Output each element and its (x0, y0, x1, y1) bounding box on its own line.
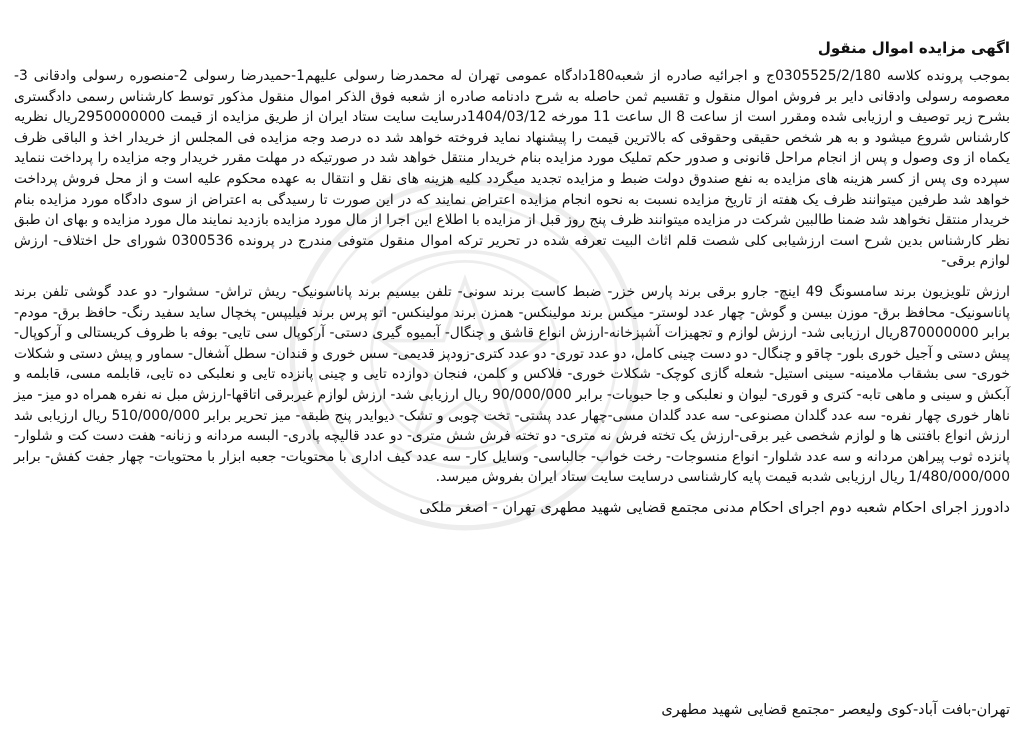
notice-title: اگهی مزایده اموال منقول (817, 39, 1010, 57)
notice-paragraph-terms: بموجب پرونده کلاسه 0305525/2/180ج و اجرائیه صادره از شعبه180دادگاه عمومی تهران له محمدرضا رسولی علیهم1-حمیدرضا رسولی 2-منصوره رسولی وادقانی 3-معصومه رسولی وادقانی دایر بر فروش اموال منقول و تقسیم ثمن حاصله به شرح دادنامه صادره از شعبه فوق الذکر اموال منقول مذکور توسط کارشناس رسمی دادگستری بشرح زیر توصیف و ارزیابی شده ومقرر است از ساعت 8 ال ساعت 11 مورخه 1404/03/12درسایت سایت ستاد ایران از طریق مزایده از قیمت 2950000000ریال نظریه کارشناس شروع میشود و به هر شخص حقیقی وحقوقی که بالاترین قیمت را پیشنهاد نماید فروخته خواهد شد ده درصد وجه مزایده فی المجلس از خریدار اخذ و الباقی ظرف یکماه از وی وصول و پس از انجام مراحل قانونی و صدور حکم تملیک مورد مزایده بنام خریدار منتقل خواهد شد در صورتیکه در مهلت مقرر خریدار وجه مزایده را پرداخت ننماید سپرده وی پس از کسر هزینه های مزایده به نفع صندوق دولت ضبط و مزایده تجدید میگردد کلیه هزینه های نقل و انتقال به عهده محکوم علیه است و از محل فروش پرداخت خواهد شد طرفین میتوانند ظرف یک هفته از تاریخ مزایده نسبت به نحوه انجام مزایده اعتراض نمایند که در این صورت تا رسیدگی به اعتراض از سوی دادگاه مورد مزایده بنام خریدار منتقل نخواهد شد ضمنا طالبین شرکت در مزایده میتوانند ظرف پنج روز قبل از مزایده با اطلاع این اجرا از مال مورد مزایده بازدید نمایند مال مورد مزایده و بهای ان طبق نظر کارشناس بدین شرح است ارزشیابی کلی شصت قلم اثاث البیت تعرفه شده در تحریر ترکه اموال منقول متوفی مندرج در پرونده 0300536 شورای حل اختلاف- ارزش لوازم برقی- (14, 68, 1011, 270)
notice-address: تهران-بافت آباد-کوی ولیعصر -مجتمع قضایی شهید مطهری (661, 702, 1010, 718)
notice-body (14, 38, 1010, 518)
notice-signature: دادورز اجرای احکام شعبه دوم اجرای احکام مدنی مجتمع قضایی شهید مطهری تهران - اصغر ملکی (419, 499, 1010, 516)
notice-paragraph-items: ارزش تلویزیون برند سامسونگ 49 اینچ- جارو برقی برند پارس خزر- ضبط کاست برند سونی- تلفن بیسیم برند پاناسونیک- ریش تراش- سشوار- دو عدد گوشی تلفن برند پاناسونیک- محافظ برق- موزن بیسن و گوش- چهار عدد لوستر- میکس برند مولینکس- همزن برند مولینکس- اتو پرس برند فیلیپس- پخچال ساید سفید رنگ- حافظ برق- مودم- برابر 870000000ریال ارزیابی شد- ارزش لوازم و تجهیزات آشپزخانه-ارزش انواع قاشق و چنگال- آبمیوه گیری دستی- آرکوپال سی تایی- بوفه با ظروف کریستالی و آرکوپال- پیش دستی و آجیل خوری بلور- چاقو و چنگال- دو دست چینی کامل، دو عدد توری- دو عدد کتری-زودپز قدیمی- سس خوری و قندان- سطل آشغال- سماور و پیش دستی و شکلات خوری- سی بشقاب ملامینه- سینی استیل- شعله گازی کوچک- شکلات خوری- فلاکس و کلمن، فنجان دوازده تایی و چینی پانزده تایی و نعلبکی ده تایی، قابلمه مسی، قابلمه و آبکش و سینی و ماهی تابه- کتری و قوری- لیوان و نعلبکی و جا حبوبات- برابر 90/000/000 ریال ارزیابی شد- ارزش لوازم غیربرقی اتاقها-ارزش مبل نه نفره همراه دو میز- میز ناهار خوری چهار نفره- سه عدد گلدان مصنوعی- سه عدد گلدان مسی-چهار عدد پشتی- تخت چوبی و تشک- دیوایدر پنج طبقه- میز تحریر برابر 510/000/000 ریال ارزیابی شد ارزش انواع بافتنی ها و لوازم شخصی غیر برقی-ارزش یک تخته فرش نه متری- دو تخته فرش شش متری- دو عدد قالیچه پادری- البسه مردانه و زنانه- هفت دست کت و شلوار-پانزده ثوب پیراهن مردانه و سه عدد شلوار- انواع منسوجات- رخت خواب- جالباسی- وسایل کار- سه عدد کیف اداری با محتویات- جعبه ابزار با محتویات- چهار جفت کفش- برابر 1/480/000/000 ریال ارزیابی شدبه قیمت پایه کارشناسی درسایت سایت ستاد ایران بفروش میرسد. (14, 283, 1011, 486)
